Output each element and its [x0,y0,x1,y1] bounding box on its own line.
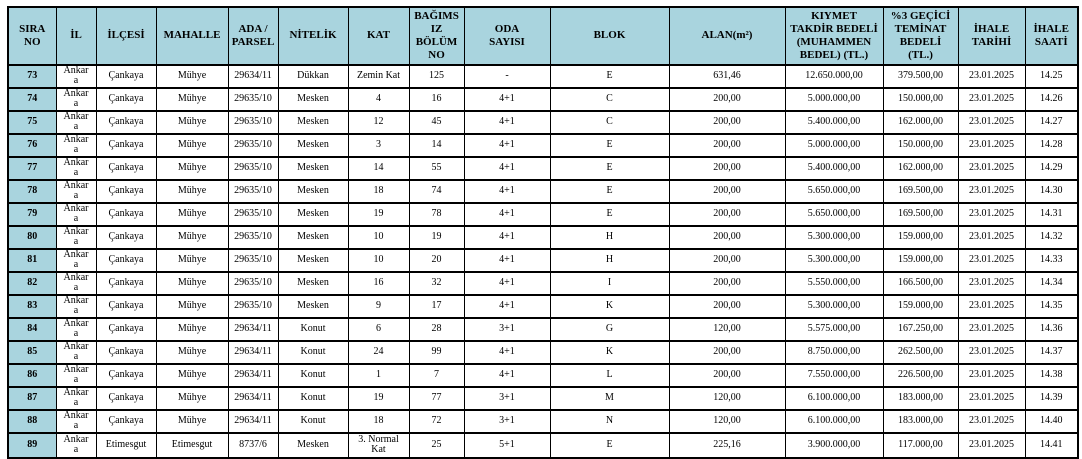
cell-gecici_teminat_bedeli: 379.500,00 [883,65,958,88]
cell-ihale_saati: 14.29 [1025,157,1078,180]
cell-kiymet_takdir_bedeli: 5.300.000,00 [785,226,883,249]
cell-alan_m2: 200,00 [669,272,785,295]
cell-ihale_saati: 14.38 [1025,364,1078,387]
cell-ihale_tarihi: 23.01.2025 [958,272,1025,295]
cell-kiymet_takdir_bedeli: 5.400.000,00 [785,157,883,180]
cell-ada_parsel: 29634/11 [228,341,278,364]
column-header-ada_parsel: ADA / PARSEL [228,7,278,65]
cell-ada_parsel: 29635/10 [228,203,278,226]
column-header-blok: BLOK [550,7,669,65]
cell-ihale_saati: 14.30 [1025,180,1078,203]
table-row-79 [8,203,1078,226]
cell-il: Ankara [56,272,96,295]
cell-bagimsiz_bolum_no: 28 [409,318,464,341]
cell-bagimsiz_bolum_no: 20 [409,249,464,272]
cell-il: Ankara [56,157,96,180]
cell-blok: N [550,410,669,433]
cell-kat: 14 [348,157,409,180]
cell-bagimsiz_bolum_no: 78 [409,203,464,226]
cell-ada_parsel: 29635/10 [228,88,278,111]
column-header-sira_no: SIRA NO [8,7,56,65]
cell-kat: 16 [348,272,409,295]
cell-ilcesi: Çankaya [96,295,156,318]
cell-kiymet_takdir_bedeli: 5.300.000,00 [785,295,883,318]
cell-ihale_saati: 14.31 [1025,203,1078,226]
cell-ihale_tarihi: 23.01.2025 [958,65,1025,88]
cell-ada_parsel: 29635/10 [228,226,278,249]
cell-ihale_saati: 14.25 [1025,65,1078,88]
cell-nitelik: Mesken [278,226,348,249]
cell-nitelik: Mesken [278,88,348,111]
cell-kat: 18 [348,410,409,433]
cell-gecici_teminat_bedeli: 159.000,00 [883,249,958,272]
cell-gecici_teminat_bedeli: 150.000,00 [883,88,958,111]
cell-alan_m2: 120,00 [669,410,785,433]
table-row-88 [8,410,1078,433]
cell-oda_sayisi: 4+1 [464,157,550,180]
column-header-ilcesi: İLÇESİ [96,7,156,65]
cell-ihale_saati: 14.28 [1025,134,1078,157]
cell-kat: 6 [348,318,409,341]
cell-alan_m2: 200,00 [669,249,785,272]
table-row-85 [8,341,1078,364]
cell-ihale_tarihi: 23.01.2025 [958,88,1025,111]
cell-oda_sayisi: 3+1 [464,410,550,433]
table-row-87 [8,387,1078,410]
cell-ada_parsel: 29634/11 [228,318,278,341]
cell-ilcesi: Çankaya [96,111,156,134]
cell-ada_parsel: 29635/10 [228,157,278,180]
cell-kiymet_takdir_bedeli: 5.650.000,00 [785,180,883,203]
document-page [7,6,1079,459]
table-row-82 [8,272,1078,295]
cell-nitelik: Mesken [278,180,348,203]
cell-ilcesi: Çankaya [96,387,156,410]
cell-oda_sayisi: 4+1 [464,226,550,249]
cell-alan_m2: 200,00 [669,134,785,157]
cell-oda_sayisi: 4+1 [464,134,550,157]
cell-oda_sayisi: 4+1 [464,111,550,134]
cell-kiymet_takdir_bedeli: 7.550.000,00 [785,364,883,387]
cell-sira_no: 73 [8,65,56,88]
cell-ihale_saati: 14.35 [1025,295,1078,318]
table-row-78 [8,180,1078,203]
cell-oda_sayisi: 4+1 [464,272,550,295]
cell-ilcesi: Etimesgut [96,433,156,458]
cell-ihale_saati: 14.36 [1025,318,1078,341]
cell-ihale_saati: 14.27 [1025,111,1078,134]
cell-il: Ankara [56,364,96,387]
cell-ada_parsel: 29634/11 [228,410,278,433]
cell-sira_no: 74 [8,88,56,111]
cell-sira_no: 75 [8,111,56,134]
cell-sira_no: 77 [8,157,56,180]
cell-il: Ankara [56,180,96,203]
cell-blok: E [550,65,669,88]
cell-alan_m2: 200,00 [669,295,785,318]
cell-gecici_teminat_bedeli: 169.500,00 [883,203,958,226]
cell-kat: 12 [348,111,409,134]
cell-ihale_saati: 14.39 [1025,387,1078,410]
cell-ada_parsel: 29635/10 [228,180,278,203]
cell-il: Ankara [56,134,96,157]
cell-ihale_saati: 14.40 [1025,410,1078,433]
cell-ilcesi: Çankaya [96,364,156,387]
cell-ihale_tarihi: 23.01.2025 [958,364,1025,387]
cell-kat: 18 [348,180,409,203]
cell-bagimsiz_bolum_no: 32 [409,272,464,295]
cell-kiymet_takdir_bedeli: 5.550.000,00 [785,272,883,295]
cell-nitelik: Mesken [278,249,348,272]
cell-nitelik: Konut [278,318,348,341]
table-row-81 [8,249,1078,272]
cell-kiymet_takdir_bedeli: 3.900.000,00 [785,433,883,458]
cell-il: Ankara [56,387,96,410]
cell-gecici_teminat_bedeli: 162.000,00 [883,157,958,180]
cell-ilcesi: Çankaya [96,134,156,157]
cell-bagimsiz_bolum_no: 45 [409,111,464,134]
cell-oda_sayisi: 4+1 [464,88,550,111]
cell-kat: 1 [348,364,409,387]
cell-ilcesi: Çankaya [96,318,156,341]
cell-blok: I [550,272,669,295]
cell-il: Ankara [56,433,96,458]
cell-bagimsiz_bolum_no: 17 [409,295,464,318]
cell-kiymet_takdir_bedeli: 5.000.000,00 [785,88,883,111]
cell-nitelik: Konut [278,387,348,410]
cell-ada_parsel: 29634/11 [228,65,278,88]
column-header-ihale_saati: İHALE SAATİ [1025,7,1078,65]
cell-sira_no: 87 [8,387,56,410]
cell-sira_no: 76 [8,134,56,157]
cell-blok: L [550,364,669,387]
cell-il: Ankara [56,203,96,226]
table-body [8,65,1078,458]
cell-gecici_teminat_bedeli: 183.000,00 [883,387,958,410]
cell-alan_m2: 200,00 [669,180,785,203]
cell-ilcesi: Çankaya [96,65,156,88]
cell-ilcesi: Çankaya [96,341,156,364]
cell-ilcesi: Çankaya [96,157,156,180]
cell-ihale_tarihi: 23.01.2025 [958,295,1025,318]
cell-oda_sayisi: 4+1 [464,341,550,364]
cell-ada_parsel: 8737/6 [228,433,278,458]
cell-ihale_tarihi: 23.01.2025 [958,111,1025,134]
cell-ihale_tarihi: 23.01.2025 [958,410,1025,433]
cell-nitelik: Mesken [278,157,348,180]
cell-ada_parsel: 29635/10 [228,134,278,157]
cell-ihale_saati: 14.34 [1025,272,1078,295]
column-header-oda_sayisi: ODA SAYISI [464,7,550,65]
cell-blok: E [550,180,669,203]
cell-kiymet_takdir_bedeli: 8.750.000,00 [785,341,883,364]
cell-gecici_teminat_bedeli: 117.000,00 [883,433,958,458]
table-row-76 [8,134,1078,157]
cell-mahalle: Mühye [156,318,228,341]
cell-kiymet_takdir_bedeli: 6.100.000,00 [785,387,883,410]
cell-oda_sayisi: 4+1 [464,249,550,272]
cell-sira_no: 79 [8,203,56,226]
cell-alan_m2: 200,00 [669,364,785,387]
cell-ilcesi: Çankaya [96,410,156,433]
cell-kat: 9 [348,295,409,318]
cell-sira_no: 84 [8,318,56,341]
cell-il: Ankara [56,410,96,433]
cell-sira_no: 85 [8,341,56,364]
cell-nitelik: Mesken [278,111,348,134]
cell-alan_m2: 200,00 [669,203,785,226]
cell-oda_sayisi: 4+1 [464,203,550,226]
cell-il: Ankara [56,226,96,249]
table-row-75 [8,111,1078,134]
cell-mahalle: Mühye [156,341,228,364]
cell-ihale_tarihi: 23.01.2025 [958,157,1025,180]
cell-ilcesi: Çankaya [96,226,156,249]
table-row-84 [8,318,1078,341]
cell-oda_sayisi: 4+1 [464,364,550,387]
cell-blok: E [550,134,669,157]
cell-ihale_tarihi: 23.01.2025 [958,341,1025,364]
cell-alan_m2: 120,00 [669,387,785,410]
cell-mahalle: Mühye [156,134,228,157]
cell-gecici_teminat_bedeli: 262.500,00 [883,341,958,364]
cell-ihale_saati: 14.33 [1025,249,1078,272]
cell-kiymet_takdir_bedeli: 5.300.000,00 [785,249,883,272]
cell-alan_m2: 200,00 [669,341,785,364]
cell-mahalle: Mühye [156,203,228,226]
cell-ilcesi: Çankaya [96,203,156,226]
cell-blok: E [550,203,669,226]
cell-sira_no: 82 [8,272,56,295]
column-header-ihale_tarihi: İHALE TARİHİ [958,7,1025,65]
cell-sira_no: 88 [8,410,56,433]
cell-blok: E [550,433,669,458]
cell-il: Ankara [56,295,96,318]
cell-kat: 10 [348,249,409,272]
cell-bagimsiz_bolum_no: 19 [409,226,464,249]
cell-il: Ankara [56,111,96,134]
auction-table [7,6,1079,459]
cell-oda_sayisi: 5+1 [464,433,550,458]
column-header-kiymet_takdir_bedeli: KIYMET TAKDİR BEDELİ (MUHAMMEN BEDEL) (TL.) [785,7,883,65]
cell-gecici_teminat_bedeli: 159.000,00 [883,226,958,249]
cell-ada_parsel: 29635/10 [228,272,278,295]
cell-ilcesi: Çankaya [96,180,156,203]
table-row-83 [8,295,1078,318]
cell-bagimsiz_bolum_no: 14 [409,134,464,157]
cell-alan_m2: 631,46 [669,65,785,88]
column-header-alan_m2: ALAN(m²) [669,7,785,65]
cell-mahalle: Mühye [156,410,228,433]
cell-mahalle: Mühye [156,111,228,134]
cell-ada_parsel: 29634/11 [228,387,278,410]
cell-gecici_teminat_bedeli: 169.500,00 [883,180,958,203]
cell-sira_no: 89 [8,433,56,458]
cell-bagimsiz_bolum_no: 99 [409,341,464,364]
cell-il: Ankara [56,318,96,341]
cell-il: Ankara [56,341,96,364]
cell-ihale_tarihi: 23.01.2025 [958,134,1025,157]
column-header-gecici_teminat_bedeli: %3 GEÇİCİ TEMİNAT BEDELİ (TL.) [883,7,958,65]
cell-ihale_tarihi: 23.01.2025 [958,318,1025,341]
cell-mahalle: Mühye [156,387,228,410]
cell-kiymet_takdir_bedeli: 5.650.000,00 [785,203,883,226]
cell-blok: K [550,341,669,364]
cell-blok: E [550,157,669,180]
cell-gecici_teminat_bedeli: 167.250,00 [883,318,958,341]
header-row [8,7,1078,65]
cell-kat: 3 [348,134,409,157]
cell-ihale_saati: 14.26 [1025,88,1078,111]
cell-kiymet_takdir_bedeli: 5.575.000,00 [785,318,883,341]
cell-gecici_teminat_bedeli: 166.500,00 [883,272,958,295]
column-header-nitelik: NİTELİK [278,7,348,65]
cell-alan_m2: 200,00 [669,111,785,134]
cell-kiymet_takdir_bedeli: 5.000.000,00 [785,134,883,157]
table-row-80 [8,226,1078,249]
cell-kiymet_takdir_bedeli: 6.100.000,00 [785,410,883,433]
cell-nitelik: Konut [278,364,348,387]
cell-bagimsiz_bolum_no: 7 [409,364,464,387]
cell-ihale_tarihi: 23.01.2025 [958,226,1025,249]
cell-blok: M [550,387,669,410]
cell-mahalle: Mühye [156,295,228,318]
cell-blok: G [550,318,669,341]
cell-nitelik: Dükkan [278,65,348,88]
cell-mahalle: Etimesgut [156,433,228,458]
cell-kat: 24 [348,341,409,364]
cell-kat: 19 [348,203,409,226]
cell-blok: H [550,249,669,272]
cell-mahalle: Mühye [156,249,228,272]
cell-sira_no: 83 [8,295,56,318]
cell-alan_m2: 200,00 [669,226,785,249]
cell-nitelik: Mesken [278,272,348,295]
table-row-86 [8,364,1078,387]
cell-sira_no: 81 [8,249,56,272]
cell-alan_m2: 200,00 [669,88,785,111]
cell-blok: K [550,295,669,318]
table-row-89 [8,433,1078,458]
cell-oda_sayisi: 3+1 [464,387,550,410]
cell-bagimsiz_bolum_no: 72 [409,410,464,433]
cell-ihale_tarihi: 23.01.2025 [958,180,1025,203]
table-row-77 [8,157,1078,180]
cell-ihale_saati: 14.37 [1025,341,1078,364]
cell-gecici_teminat_bedeli: 150.000,00 [883,134,958,157]
cell-ihale_tarihi: 23.01.2025 [958,433,1025,458]
cell-bagimsiz_bolum_no: 25 [409,433,464,458]
cell-ihale_tarihi: 23.01.2025 [958,387,1025,410]
cell-nitelik: Konut [278,410,348,433]
cell-ada_parsel: 29635/10 [228,295,278,318]
cell-nitelik: Mesken [278,203,348,226]
cell-il: Ankara [56,249,96,272]
column-header-kat: KAT [348,7,409,65]
cell-ilcesi: Çankaya [96,88,156,111]
cell-oda_sayisi: 4+1 [464,180,550,203]
column-header-bagimsiz_bolum_no: BAĞIMSIZ BÖLÜM NO [409,7,464,65]
cell-mahalle: Mühye [156,88,228,111]
cell-blok: C [550,111,669,134]
cell-alan_m2: 200,00 [669,157,785,180]
cell-blok: H [550,226,669,249]
cell-kat: 4 [348,88,409,111]
cell-gecici_teminat_bedeli: 162.000,00 [883,111,958,134]
cell-kat: 3. Normal Kat [348,433,409,458]
cell-ada_parsel: 29635/10 [228,249,278,272]
cell-ihale_saati: 14.41 [1025,433,1078,458]
cell-gecici_teminat_bedeli: 159.000,00 [883,295,958,318]
cell-bagimsiz_bolum_no: 125 [409,65,464,88]
cell-bagimsiz_bolum_no: 77 [409,387,464,410]
cell-mahalle: Mühye [156,364,228,387]
cell-kat: 10 [348,226,409,249]
cell-mahalle: Mühye [156,65,228,88]
cell-ihale_tarihi: 23.01.2025 [958,249,1025,272]
cell-mahalle: Mühye [156,272,228,295]
cell-il: Ankara [56,65,96,88]
table-row-73 [8,65,1078,88]
cell-il: Ankara [56,88,96,111]
column-header-mahalle: MAHALLE [156,7,228,65]
cell-sira_no: 78 [8,180,56,203]
cell-kiymet_takdir_bedeli: 5.400.000,00 [785,111,883,134]
cell-ada_parsel: 29635/10 [228,111,278,134]
cell-alan_m2: 120,00 [669,318,785,341]
cell-nitelik: Mesken [278,134,348,157]
cell-sira_no: 86 [8,364,56,387]
column-header-il: İL [56,7,96,65]
cell-alan_m2: 225,16 [669,433,785,458]
cell-bagimsiz_bolum_no: 55 [409,157,464,180]
cell-ihale_saati: 14.32 [1025,226,1078,249]
cell-ihale_tarihi: 23.01.2025 [958,203,1025,226]
cell-ilcesi: Çankaya [96,249,156,272]
cell-bagimsiz_bolum_no: 74 [409,180,464,203]
cell-oda_sayisi: 3+1 [464,318,550,341]
cell-nitelik: Konut [278,341,348,364]
cell-mahalle: Mühye [156,226,228,249]
cell-nitelik: Mesken [278,295,348,318]
cell-gecici_teminat_bedeli: 183.000,00 [883,410,958,433]
cell-ilcesi: Çankaya [96,272,156,295]
cell-mahalle: Mühye [156,180,228,203]
cell-mahalle: Mühye [156,157,228,180]
cell-kiymet_takdir_bedeli: 12.650.000,00 [785,65,883,88]
cell-bagimsiz_bolum_no: 16 [409,88,464,111]
table-header [8,7,1078,65]
cell-blok: C [550,88,669,111]
cell-gecici_teminat_bedeli: 226.500,00 [883,364,958,387]
cell-oda_sayisi: - [464,65,550,88]
cell-sira_no: 80 [8,226,56,249]
cell-kat: Zemin Kat [348,65,409,88]
cell-ada_parsel: 29634/11 [228,364,278,387]
cell-nitelik: Mesken [278,433,348,458]
cell-kat: 19 [348,387,409,410]
cell-oda_sayisi: 4+1 [464,295,550,318]
table-row-74 [8,88,1078,111]
